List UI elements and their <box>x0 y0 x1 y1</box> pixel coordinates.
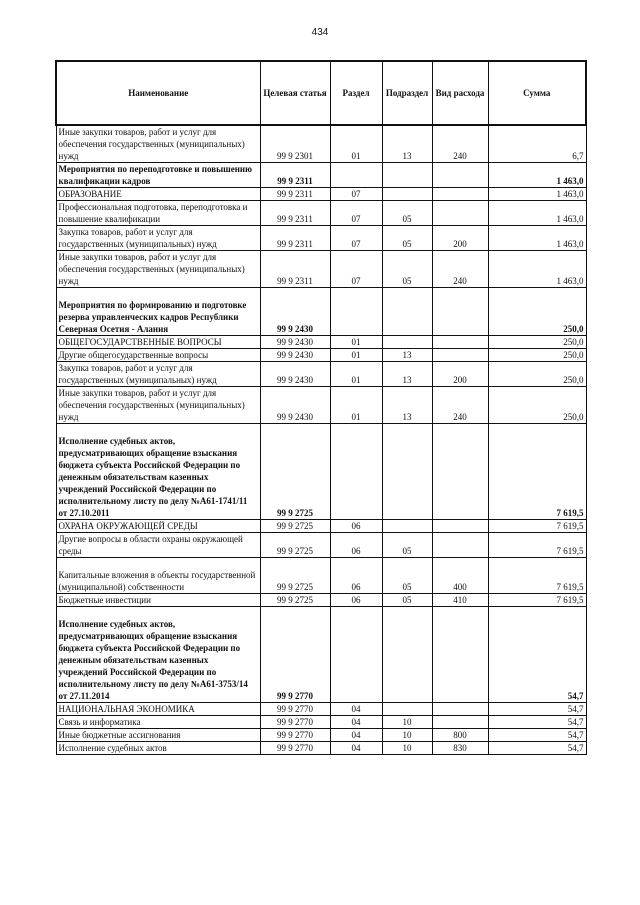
table-row <box>56 558 586 594</box>
cell-sum: 54,7 <box>488 729 586 742</box>
cell-subsection <box>382 424 432 520</box>
cell-code: 99 9 2301 <box>260 125 330 163</box>
cell-section: 01 <box>330 362 382 387</box>
cell-type <box>432 349 488 362</box>
cell-subsection <box>382 607 432 703</box>
cell-name: Исполнение судебных актов <box>56 742 260 755</box>
cell-sum: 250,0 <box>488 336 586 349</box>
cell-code: 99 9 2725 <box>260 594 330 607</box>
cell-sum: 54,7 <box>488 716 586 729</box>
cell-section <box>330 424 382 520</box>
cell-name: Связь и информатика <box>56 716 260 729</box>
cell-name: ОБРАЗОВАНИЕ <box>56 188 260 201</box>
cell-sum: 54,7 <box>488 607 586 703</box>
cell-section: 01 <box>330 336 382 349</box>
cell-name: Иные закупки товаров, работ и услуг для обеспечения государственных (муниципальных) нужд <box>56 387 260 424</box>
cell-name: Другие вопросы в области охраны окружающей среды <box>56 533 260 558</box>
cell-section: 06 <box>330 558 382 594</box>
cell-sum: 1 463,0 <box>488 163 586 188</box>
table-row <box>56 729 586 742</box>
cell-subsection: 13 <box>382 387 432 424</box>
table-row <box>56 251 586 288</box>
table-body <box>56 125 586 755</box>
cell-subsection: 13 <box>382 362 432 387</box>
cell-name: НАЦИОНАЛЬНАЯ ЭКОНОМИКА <box>56 703 260 716</box>
cell-section: 06 <box>330 520 382 533</box>
cell-section <box>330 163 382 188</box>
cell-code: 99 9 2725 <box>260 533 330 558</box>
cell-code: 99 9 2725 <box>260 424 330 520</box>
table-row <box>56 533 586 558</box>
cell-section: 01 <box>330 387 382 424</box>
cell-type <box>432 533 488 558</box>
cell-subsection <box>382 188 432 201</box>
cell-type <box>432 163 488 188</box>
cell-section: 07 <box>330 251 382 288</box>
cell-code: 99 9 2770 <box>260 607 330 703</box>
cell-subsection: 10 <box>382 716 432 729</box>
cell-section: 04 <box>330 703 382 716</box>
cell-name: Исполнение судебных актов, предусматривающих обращение взыскания бюджета субъекта Российской Федерации по денежным обязательствам казенных учреждений Российской Федерации по исполнительному листу по делу №А61-3753/14 от 27.11.2014 <box>56 607 260 703</box>
header-code: Целевая статья <box>260 61 330 125</box>
cell-subsection <box>382 520 432 533</box>
cell-name: Капитальные вложения в объекты государственной (муниципальной) собственности <box>56 558 260 594</box>
cell-subsection: 13 <box>382 125 432 163</box>
cell-sum: 6,7 <box>488 125 586 163</box>
cell-name: Иные бюджетные ассигнования <box>56 729 260 742</box>
cell-code: 99 9 2311 <box>260 226 330 251</box>
table-row <box>56 201 586 226</box>
cell-section: 04 <box>330 716 382 729</box>
cell-code: 99 9 2311 <box>260 188 330 201</box>
table-row <box>56 703 586 716</box>
cell-subsection: 13 <box>382 349 432 362</box>
cell-code: 99 9 2430 <box>260 336 330 349</box>
cell-sum: 7 619,5 <box>488 558 586 594</box>
cell-name: Исполнение судебных актов, предусматривающих обращение взыскания бюджета субъекта Российской Федерации по денежным обязательствам казенных учреждений Российской Федерации по исполнительному листу по делу №А61-1741/11 от 27.10.2011 <box>56 424 260 520</box>
cell-section <box>330 607 382 703</box>
cell-section: 01 <box>330 125 382 163</box>
cell-type: 200 <box>432 226 488 251</box>
cell-type <box>432 288 488 336</box>
table-row <box>56 336 586 349</box>
cell-code: 99 9 2430 <box>260 387 330 424</box>
cell-sum: 250,0 <box>488 288 586 336</box>
cell-subsection: 05 <box>382 226 432 251</box>
cell-sum: 1 463,0 <box>488 226 586 251</box>
table-row <box>56 716 586 729</box>
cell-code: 99 9 2770 <box>260 729 330 742</box>
cell-subsection <box>382 288 432 336</box>
cell-section: 07 <box>330 226 382 251</box>
cell-type <box>432 424 488 520</box>
page-number: 434 <box>311 27 329 38</box>
cell-sum: 7 619,5 <box>488 424 586 520</box>
cell-name: Закупка товаров, работ и услуг для государственных (муниципальных) нужд <box>56 362 260 387</box>
header-section: Раздел <box>330 61 382 125</box>
table-row <box>56 520 586 533</box>
cell-code: 99 9 2770 <box>260 716 330 729</box>
table-row <box>56 349 586 362</box>
cell-sum: 250,0 <box>488 387 586 424</box>
cell-type: 400 <box>432 558 488 594</box>
cell-code: 99 9 2725 <box>260 520 330 533</box>
cell-subsection: 10 <box>382 729 432 742</box>
cell-section: 06 <box>330 533 382 558</box>
table-row <box>56 594 586 607</box>
cell-sum: 7 619,5 <box>488 594 586 607</box>
cell-name: ОБЩЕГОСУДАРСТВЕННЫЕ ВОПРОСЫ <box>56 336 260 349</box>
cell-subsection <box>382 703 432 716</box>
cell-type <box>432 607 488 703</box>
cell-sum: 1 463,0 <box>488 251 586 288</box>
table-row <box>56 163 586 188</box>
cell-type <box>432 336 488 349</box>
cell-name: Другие общегосударственные вопросы <box>56 349 260 362</box>
cell-name: Иные закупки товаров, работ и услуг для обеспечения государственных (муниципальных) нужд <box>56 125 260 163</box>
header-type: Вид расхода <box>432 61 488 125</box>
cell-sum: 7 619,5 <box>488 520 586 533</box>
cell-code: 99 9 2725 <box>260 558 330 594</box>
table-row <box>56 188 586 201</box>
cell-code: 99 9 2430 <box>260 288 330 336</box>
cell-name: Мероприятия по формированию и подготовке резерва управленческих кадров Республики Северная Осетия - Алания <box>56 288 260 336</box>
cell-code: 99 9 2770 <box>260 703 330 716</box>
table-row <box>56 387 586 424</box>
cell-code: 99 9 2430 <box>260 349 330 362</box>
cell-type <box>432 201 488 226</box>
cell-section: 04 <box>330 729 382 742</box>
cell-type: 800 <box>432 729 488 742</box>
cell-subsection <box>382 336 432 349</box>
cell-sum: 7 619,5 <box>488 533 586 558</box>
table-row <box>56 362 586 387</box>
cell-subsection <box>382 163 432 188</box>
cell-code: 99 9 2311 <box>260 163 330 188</box>
cell-type: 830 <box>432 742 488 755</box>
table-row <box>56 125 586 163</box>
cell-code: 99 9 2311 <box>260 251 330 288</box>
header-name: Наименование <box>56 61 260 125</box>
cell-name: Бюджетные инвестиции <box>56 594 260 607</box>
cell-subsection: 05 <box>382 533 432 558</box>
table-row <box>56 226 586 251</box>
cell-sum: 1 463,0 <box>488 188 586 201</box>
cell-type: 240 <box>432 387 488 424</box>
cell-type: 200 <box>432 362 488 387</box>
cell-name: ОХРАНА ОКРУЖАЮЩЕЙ СРЕДЫ <box>56 520 260 533</box>
cell-name: Профессиональная подготовка, переподготовка и повышение квалификации <box>56 201 260 226</box>
cell-code: 99 9 2770 <box>260 742 330 755</box>
header-subsection: Подраздел <box>382 61 432 125</box>
cell-code: 99 9 2311 <box>260 201 330 226</box>
cell-section <box>330 288 382 336</box>
cell-subsection: 05 <box>382 558 432 594</box>
cell-section: 06 <box>330 594 382 607</box>
cell-sum: 1 463,0 <box>488 201 586 226</box>
cell-section: 01 <box>330 349 382 362</box>
budget-table <box>55 60 587 755</box>
cell-subsection: 10 <box>382 742 432 755</box>
table-row <box>56 288 586 336</box>
cell-sum: 54,7 <box>488 742 586 755</box>
cell-sum: 250,0 <box>488 349 586 362</box>
cell-section: 07 <box>330 188 382 201</box>
cell-sum: 54,7 <box>488 703 586 716</box>
cell-type: 240 <box>432 125 488 163</box>
cell-type: 410 <box>432 594 488 607</box>
table-header-row <box>56 61 586 125</box>
cell-section: 04 <box>330 742 382 755</box>
cell-type <box>432 703 488 716</box>
header-sum: Сумма <box>488 61 586 125</box>
cell-code: 99 9 2430 <box>260 362 330 387</box>
cell-type <box>432 716 488 729</box>
table-row <box>56 742 586 755</box>
cell-type <box>432 520 488 533</box>
cell-name: Мероприятия по переподготовке и повышению квалификации кадров <box>56 163 260 188</box>
table-row <box>56 424 586 520</box>
cell-subsection: 05 <box>382 594 432 607</box>
cell-name: Закупка товаров, работ и услуг для государственных (муниципальных) нужд <box>56 226 260 251</box>
cell-name: Иные закупки товаров, работ и услуг для обеспечения государственных (муниципальных) нужд <box>56 251 260 288</box>
cell-sum: 250,0 <box>488 362 586 387</box>
cell-section: 07 <box>330 201 382 226</box>
cell-subsection: 05 <box>382 201 432 226</box>
cell-type <box>432 188 488 201</box>
table-row <box>56 607 586 703</box>
cell-subsection: 05 <box>382 251 432 288</box>
cell-type: 240 <box>432 251 488 288</box>
